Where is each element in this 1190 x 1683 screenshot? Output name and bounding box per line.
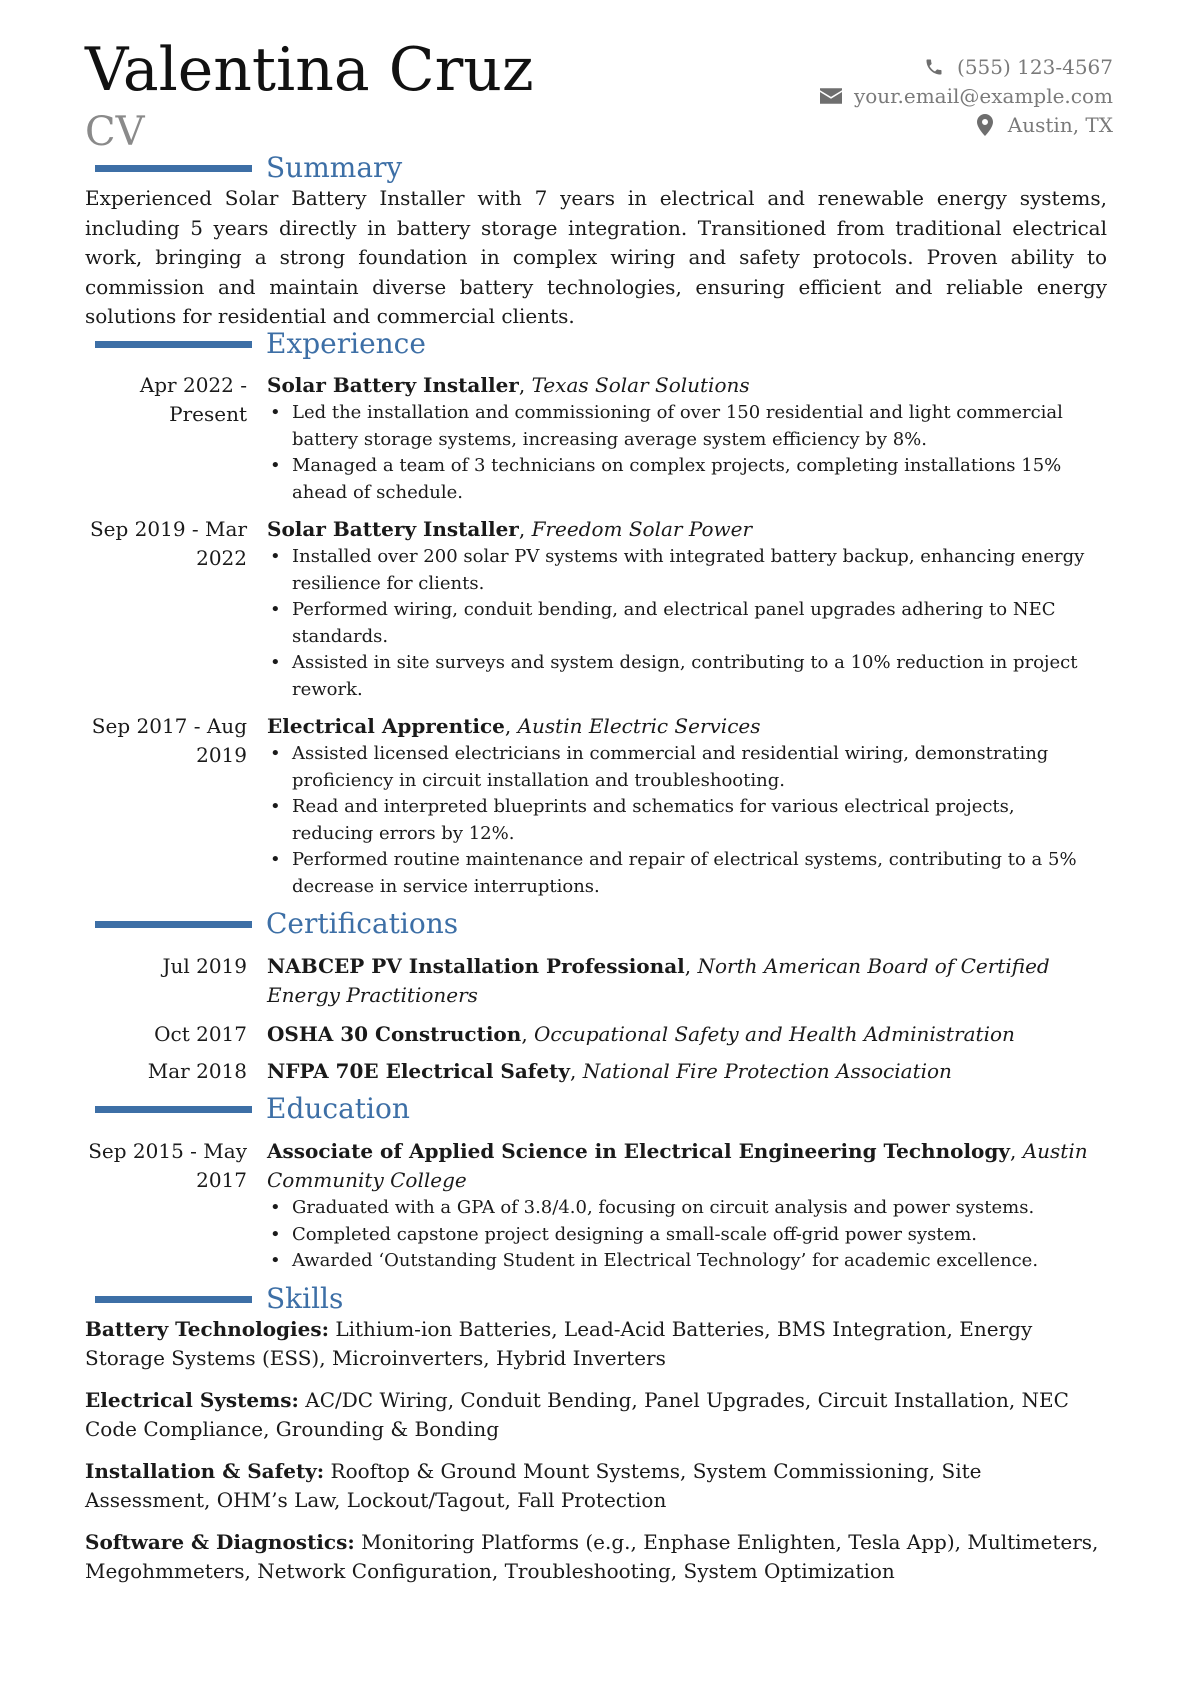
degree-title: Associate of Applied Science in Electrical Engineering Technology xyxy=(267,1139,1010,1163)
certification-entry: Jul 2019 NABCEP PV Installation Professional, North American Board of Certified Energy Practitioners xyxy=(85,952,1107,1010)
employer: Austin Electric Services xyxy=(517,714,761,738)
list-item: • Graduated with a GPA of 3.8/4.0, focusing on circuit analysis and power systems. xyxy=(267,1195,1097,1222)
skill-list: Lithium-ion Batteries, Lead-Acid Batteries, BMS Integration, Energy Storage Systems (ESS), Microinverters, Hybrid Inverters xyxy=(85,1317,1033,1370)
skill-list: AC/DC Wiring, Conduit Bending, Panel Upgrades, Circuit Installation, NEC Code Compliance, Grounding & Bonding xyxy=(85,1388,1069,1441)
job-title: Solar Battery Installer xyxy=(267,517,519,541)
candidate-name: Valentina Cruz xyxy=(85,35,534,105)
list-item: • Assisted in site surveys and system design, contributing to a 10% reduction in project rework. xyxy=(267,650,1097,703)
skill-label: Battery Technologies: xyxy=(85,1317,329,1341)
date-line: Sep 2019 - Mar xyxy=(89,517,247,541)
date-line: Sep 2017 - Aug xyxy=(91,714,247,738)
skill-label: Electrical Systems: xyxy=(85,1388,299,1412)
section-title: Education xyxy=(266,1092,410,1125)
certification-entry: Mar 2018 NFPA 70E Electrical Safety, National Fire Protection Association xyxy=(85,1057,1107,1086)
date-line: Sep 2015 - May xyxy=(88,1139,247,1163)
date-line: Present xyxy=(169,402,247,426)
certifications-heading xyxy=(95,907,459,940)
list-item: • Performed wiring, conduit bending, and electrical panel upgrades adhering to NEC standards. xyxy=(267,597,1097,650)
skill-group xyxy=(85,1386,1107,1444)
map-pin-icon xyxy=(972,114,998,136)
section-bar xyxy=(95,1296,252,1303)
section-title: Skills xyxy=(266,1282,344,1315)
section-title: Certifications xyxy=(266,907,459,940)
section-bar xyxy=(95,165,252,172)
entry-date: Jul 2019 xyxy=(162,954,247,978)
skill-group xyxy=(85,1528,1107,1586)
entry-date xyxy=(85,515,247,703)
issuer: North American Board of Certified Energy Practitioners xyxy=(267,954,1050,1007)
certification-entry: Oct 2017 OSHA 30 Construction, Occupational Safety and Health Administration xyxy=(85,1020,1107,1049)
experience-entry: Sep 2017 - Aug 2019 Electrical Apprentice, Austin Electric Services • Assisted licensed electricians in commercial and residential wiring, demonstrating proficiency in circuit installation and troubleshooting. • Read and interpreted blueprints and schematics for various electrical projects, reducing errors by 12%. • Performed routine maintenance and repair of electrical systems, contributing to a 5% decrease in service interruptions. xyxy=(85,712,1107,900)
skill-group xyxy=(85,1457,1107,1515)
list-item: • Assisted licensed electricians in commercial and residential wiring, demonstrating proficiency in circuit installation and troubleshooting. xyxy=(267,741,1097,794)
phone-icon xyxy=(921,57,947,77)
contact-phone xyxy=(818,52,1113,81)
envelope-icon xyxy=(818,88,844,104)
skill-group xyxy=(85,1315,1107,1373)
education-heading xyxy=(95,1092,410,1125)
entry-date: Oct 2017 xyxy=(154,1022,247,1046)
issuer: National Fire Protection Association xyxy=(582,1059,952,1083)
entry-date xyxy=(85,371,247,506)
contact-block xyxy=(818,52,1113,139)
list-item: • Installed over 200 solar PV systems with integrated battery backup, enhancing energy resilience for clients. xyxy=(267,544,1097,597)
job-title: Electrical Apprentice xyxy=(267,714,505,738)
issuer: Occupational Safety and Health Administration xyxy=(534,1022,1015,1046)
list-item: • Led the installation and commissioning of over 150 residential and light commercial battery storage systems, increasing average system efficiency by 8%. xyxy=(267,400,1097,453)
skill-label: Installation & Safety: xyxy=(85,1459,325,1483)
section-bar xyxy=(95,921,252,928)
job-title: Solar Battery Installer xyxy=(267,373,519,397)
experience-heading xyxy=(95,327,426,360)
section-bar xyxy=(95,341,252,348)
employer: Freedom Solar Power xyxy=(531,517,753,541)
skill-list: Monitoring Platforms (e.g., Enphase Enlighten, Tesla App), Multimeters, Megohmmeters, Network Configuration, Troubleshooting, System Optimization xyxy=(85,1530,1099,1583)
email-address[interactable]: your.email@example.com xyxy=(853,83,1113,108)
contact-email xyxy=(818,81,1113,110)
institution: Austin Community College xyxy=(267,1139,1088,1192)
list-item: • Completed capstone project designing a small-scale off-grid power system. xyxy=(267,1222,1097,1249)
location-text: Austin, TX xyxy=(1007,112,1113,137)
section-bar xyxy=(95,1106,252,1113)
section-title: Experience xyxy=(266,327,426,360)
summary-heading xyxy=(95,151,403,184)
list-item: • Managed a team of 3 technicians on complex projects, completing installations 15% ahead of schedule. xyxy=(267,453,1097,506)
experience-entry: Sep 2019 - Mar 2022 Solar Battery Installer, Freedom Solar Power • Installed over 200 solar PV systems with integrated battery backup, enhancing energy resilience for clients. • Performed wiring, conduit bending, and electrical panel upgrades adhering to NEC standards. • Assisted in site surveys and system design, contributing to a 10% reduction in project rework. xyxy=(85,515,1107,703)
certification-title: NFPA 70E Electrical Safety xyxy=(267,1059,570,1083)
date-line: 2019 xyxy=(196,743,247,767)
date-line: 2022 xyxy=(196,546,247,570)
entry-date xyxy=(85,1137,247,1275)
skill-list: Rooftop & Ground Mount Systems, System Commissioning, Site Assessment, OHM’s Law, Lockout/Tagout, Fall Protection xyxy=(85,1459,982,1512)
list-item: • Performed routine maintenance and repair of electrical systems, contributing to a 5% decrease in service interruptions. xyxy=(267,847,1097,900)
section-title: Summary xyxy=(266,151,403,184)
entry-date xyxy=(85,712,247,900)
entry-date: Mar 2018 xyxy=(147,1059,247,1083)
certification-title: NABCEP PV Installation Professional xyxy=(267,954,685,978)
skills-heading xyxy=(95,1282,344,1315)
document-subtitle: CV xyxy=(85,109,145,155)
summary-text: Experienced Solar Battery Installer with 7 years in electrical and renewable energy systems, including 5 years directly in battery storage integration. Transitioned from traditional electrical work, bringing a strong foundation in complex wiring and safety protocols. Proven ability to commission and maintain diverse battery technologies, ensuring efficient and reliable energy solutions for residential and commercial clients. xyxy=(85,186,1107,328)
skill-label: Software & Diagnostics: xyxy=(85,1530,355,1554)
contact-location xyxy=(818,110,1113,139)
list-item: • Read and interpreted blueprints and schematics for various electrical projects, reducing errors by 12%. xyxy=(267,794,1097,847)
employer: Texas Solar Solutions xyxy=(531,373,750,397)
education-entry: Sep 2015 - May 2017 Associate of Applied Science in Electrical Engineering Technology, Austin Community College • Graduated with a GPA of 3.8/4.0, focusing on circuit analysis and power systems. • Completed capstone project designing a small-scale off-grid power system. • Awarded ‘Outstanding Student in Electrical Technology’ for academic excellence. xyxy=(85,1137,1107,1275)
experience-entry: Apr 2022 - Present Solar Battery Installer, Texas Solar Solutions • Led the installation and commissioning of over 150 residential and light commercial battery storage systems, increasing average system efficiency by 8%. • Managed a team of 3 technicians on complex projects, completing installations 15% ahead of schedule. xyxy=(85,371,1107,506)
date-line: 2017 xyxy=(196,1168,247,1192)
certification-title: OSHA 30 Construction xyxy=(267,1022,522,1046)
date-line: Apr 2022 - xyxy=(139,373,247,397)
list-item: • Awarded ‘Outstanding Student in Electrical Technology’ for academic excellence. xyxy=(267,1248,1097,1275)
phone-number: (555) 123-4567 xyxy=(957,54,1113,79)
